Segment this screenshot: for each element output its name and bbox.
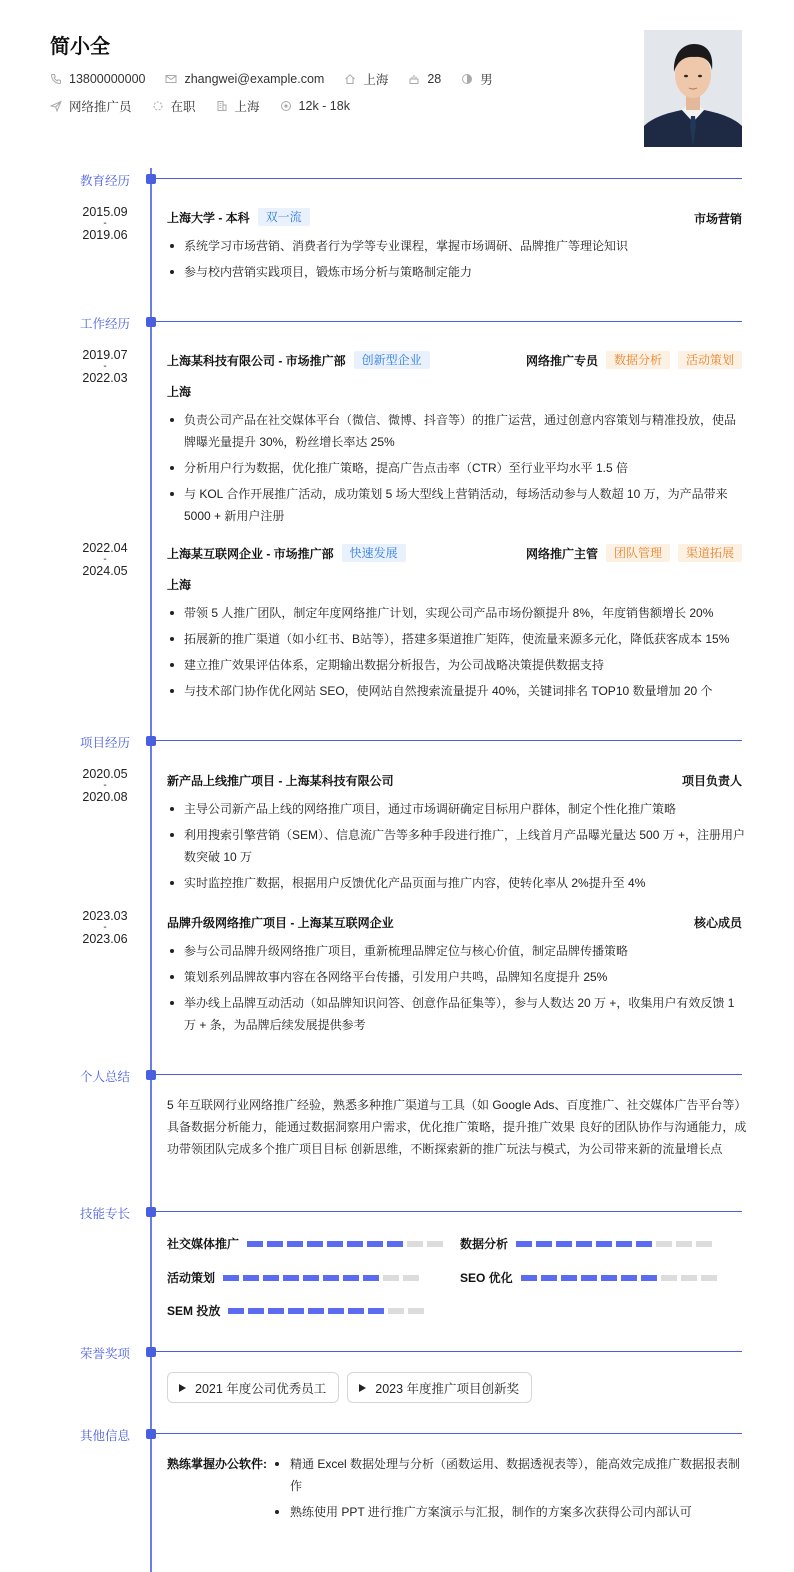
work-date: 2019.07 - 2022.03	[60, 349, 150, 384]
major-name: 市场营销	[693, 212, 742, 226]
salary-info	[280, 99, 350, 113]
project-title	[167, 914, 394, 931]
work-city: 上海	[167, 578, 192, 592]
skill-tag: 数据分析	[606, 351, 670, 369]
location-info	[344, 70, 388, 88]
work-role	[526, 351, 742, 369]
mail-icon	[165, 73, 177, 85]
work-city: 上海	[167, 385, 192, 399]
list-item: 系统学习市场营销、消费者行为学等专业课程，掌握市场调研、品牌推广等理论知识	[167, 235, 747, 257]
job-intent-row	[50, 97, 370, 115]
other-info-label: 熟练掌握办公软件:	[167, 1457, 267, 1471]
status-info	[152, 97, 196, 115]
section-title-education: 教育经历	[79, 174, 130, 188]
skill-segment-filled	[268, 1308, 284, 1314]
skill-tag: 渠道拓展	[678, 544, 742, 562]
skill-segment-filled	[303, 1275, 319, 1281]
home-icon	[344, 73, 356, 85]
work-date: 2022.04 - 2024.05	[60, 542, 150, 577]
skill-segment-empty	[656, 1241, 672, 1247]
section-marker	[146, 1207, 156, 1217]
skill-name: 活动策划	[167, 1271, 216, 1285]
end-date: 2020.08	[82, 789, 128, 804]
list-item: 主导公司新产品上线的网络推广项目，通过市场调研确定目标用户群体，制定个性化推广策略	[167, 798, 747, 820]
end-date: 2022.03	[82, 370, 128, 385]
timeline-line	[150, 168, 152, 1572]
section-marker	[146, 1347, 156, 1357]
skill-item	[460, 1269, 721, 1286]
section-title-awards: 荣誉奖项	[79, 1347, 130, 1361]
project-name: 品牌升级网络推广项目 - 上海某互联网企业	[167, 916, 394, 930]
skill-segment-empty	[701, 1275, 717, 1281]
skill-segment-empty	[408, 1308, 424, 1314]
award-label: 2023 年度推广项目创新奖	[375, 1381, 520, 1396]
section-title-other: 其他信息	[79, 1429, 130, 1443]
award-item[interactable]	[347, 1372, 532, 1403]
skill-segment-filled	[621, 1275, 637, 1281]
section-marker	[146, 317, 156, 327]
skill-segment-filled	[288, 1308, 304, 1314]
list-item: 负责公司产品在社交媒体平台（微信、微博、抖音等）的推广运营，通过创意内容策划与精准投放，使品牌曝光量提升 30%，粉丝增长率达 25%	[167, 409, 747, 453]
skill-segment-filled	[348, 1308, 364, 1314]
start-date: 2023.03	[82, 909, 128, 923]
company-name: 上海某科技有限公司 - 市场推广部	[167, 353, 346, 368]
skill-segment-filled	[228, 1308, 244, 1314]
company-tag: 创新型企业	[354, 351, 430, 369]
skill-level-bar	[516, 1241, 716, 1247]
education-date: 2015.09 - 2019.06	[60, 206, 150, 241]
skill-segment-filled	[247, 1241, 263, 1247]
building-icon	[216, 100, 228, 112]
skill-segment-empty	[661, 1275, 677, 1281]
skill-segment-filled	[581, 1275, 597, 1281]
gender-icon	[461, 73, 473, 85]
school-name: 上海大学 - 本科	[167, 210, 250, 225]
list-item: 参与校内营销实践项目，锻炼市场分析与策略制定能力	[167, 261, 747, 283]
skill-segment-empty	[403, 1275, 419, 1281]
list-item: 举办线上品牌互动活动（如品牌知识问答、创意作品征集等），参与人数达 20 万 +，收集用户有效反馈 1 万 + 条，为品牌后续发展提供参考	[167, 992, 747, 1036]
skill-segment-filled	[263, 1275, 279, 1281]
skill-name: SEM 投放	[167, 1304, 221, 1318]
phone-icon	[50, 73, 62, 85]
skill-level-bar	[228, 1308, 428, 1314]
skill-segment-filled	[541, 1275, 557, 1281]
email-info	[165, 72, 324, 86]
profile-photo	[644, 30, 742, 147]
section-marker	[146, 1429, 156, 1439]
send-icon	[50, 100, 62, 112]
skill-segment-empty	[676, 1241, 692, 1247]
skill-segment-empty	[383, 1275, 399, 1281]
phone-number: 13800000000	[69, 72, 146, 86]
skill-segment-filled	[248, 1308, 264, 1314]
location-value: 上海	[363, 73, 389, 87]
email-address: zhangwei@example.com	[184, 72, 325, 86]
start-date: 2022.04	[82, 541, 128, 555]
project-role	[694, 914, 742, 931]
section-divider	[156, 321, 742, 322]
skill-segment-filled	[267, 1241, 283, 1247]
section-title-work: 工作经历	[79, 317, 130, 331]
section-divider	[156, 1433, 742, 1434]
end-date: 2024.05	[82, 563, 128, 578]
end-date: 2019.06	[82, 227, 128, 242]
list-item: 实时监控推广数据，根据用户反馈优化产品页面与推广内容，使转化率从 2%提升至 4%	[167, 872, 747, 894]
work-city-value: 上海	[234, 100, 260, 114]
section-marker	[146, 736, 156, 746]
job-title-value: 网络推广员	[69, 100, 132, 114]
section-title-skills: 技能专长	[79, 1207, 130, 1221]
list-item: 熟练使用 PPT 进行推广方案演示与汇报，制作的方案多次获得公司内部认可	[273, 1501, 745, 1523]
project-date: 2023.03 - 2023.06	[60, 910, 150, 945]
contact-row	[50, 70, 513, 88]
skill-segment-filled	[328, 1308, 344, 1314]
list-item: 与技术部门协作优化网站 SEO，使网站自然搜索流量提升 40%，关键词排名 TOP10 数量增加 20 个	[167, 680, 747, 702]
cake-icon	[408, 73, 420, 85]
phone-info	[50, 72, 145, 86]
list-item: 策划系列品牌故事内容在各网络平台传播，引发用户共鸣，品牌知名度提升 25%	[167, 966, 747, 988]
project-bullets	[167, 798, 747, 898]
skill-tag: 团队管理	[606, 544, 670, 562]
skill-segment-filled	[561, 1275, 577, 1281]
education-major	[694, 210, 742, 227]
start-date: 2020.05	[82, 767, 128, 781]
skill-segment-filled	[363, 1275, 379, 1281]
work-bullets	[167, 602, 747, 706]
section-marker	[146, 174, 156, 184]
skill-item	[167, 1235, 447, 1252]
skill-segment-filled	[536, 1241, 552, 1247]
skill-item	[167, 1302, 428, 1319]
salary-value: 12k - 18k	[298, 99, 350, 113]
skill-segment-filled	[521, 1275, 537, 1281]
skill-segment-filled	[601, 1275, 617, 1281]
skill-item	[167, 1269, 423, 1286]
company-tag: 快速发展	[342, 544, 406, 562]
work-company	[167, 351, 430, 369]
section-divider	[156, 1351, 742, 1352]
skill-level-bar	[521, 1275, 721, 1281]
skill-name: 数据分析	[460, 1237, 509, 1251]
candidate-name: 简小全	[50, 36, 110, 58]
coin-icon	[280, 100, 292, 112]
school-tag: 双一流	[258, 208, 310, 226]
section-divider	[156, 1211, 742, 1212]
award-label: 2021 年度公司优秀员工	[195, 1381, 327, 1396]
skill-segment-filled	[223, 1275, 239, 1281]
list-item: 与 KOL 合作开展推广活动，成功策划 5 场大型线上营销活动，每场活动参与人数超 10 万，为产品带来 5000 + 新用户注册	[167, 483, 747, 527]
skill-segment-filled	[283, 1275, 299, 1281]
skill-segment-filled	[347, 1241, 363, 1247]
other-info-list	[273, 1453, 745, 1527]
education-bullets	[167, 235, 747, 287]
skill-segment-filled	[327, 1241, 343, 1247]
skill-segment-filled	[243, 1275, 259, 1281]
education-school	[167, 208, 310, 226]
skill-segment-empty	[681, 1275, 697, 1281]
skill-segment-filled	[576, 1241, 592, 1247]
skill-item	[460, 1235, 716, 1252]
project-bullets	[167, 940, 747, 1040]
skill-segment-filled	[367, 1241, 383, 1247]
skill-segment-filled	[556, 1241, 572, 1247]
project-name: 新产品上线推广项目 - 上海某科技有限公司	[167, 774, 394, 788]
skill-segment-empty	[388, 1308, 404, 1314]
list-item: 带领 5 人推广团队，制定年度网络推广计划，实现公司产品市场份额提升 8%，年度销售额增长 20%	[167, 602, 747, 624]
skill-segment-empty	[427, 1241, 443, 1247]
skill-segment-filled	[616, 1241, 632, 1247]
skill-segment-filled	[516, 1241, 532, 1247]
project-role-name: 项目负责人	[681, 774, 742, 788]
award-item[interactable]	[167, 1372, 339, 1403]
project-role-name: 核心成员	[693, 916, 742, 930]
section-divider	[156, 178, 742, 179]
skill-name: 社交媒体推广	[167, 1237, 240, 1251]
skill-segment-filled	[387, 1241, 403, 1247]
summary-text: 5 年互联网行业网络推广经验，熟悉多种推广渠道与工具（如 Google Ads、百度推广、社交媒体广告平台等） 具备数据分析能力，能通过数据洞察用户需求，优化推广策略，提升推广效果 良好的团队协作与沟通能力，成功带领团队完成多个推广项目目标 创新思维，不断探索新的推广玩法与模式，为公司带来新的流量增长点	[167, 1098, 747, 1156]
list-item: 参与公司品牌升级网络推广项目，重新梳理品牌定位与核心价值，制定品牌传播策略	[167, 940, 747, 962]
skill-segment-filled	[308, 1308, 324, 1314]
list-item: 建立推广效果评估体系，定期输出数据分析报告，为公司战略决策提供数据支持	[167, 654, 747, 676]
project-title	[167, 772, 394, 789]
skill-name: SEO 优化	[460, 1271, 513, 1285]
gender-value: 男	[480, 73, 493, 87]
start-date: 2015.09	[82, 205, 128, 219]
skill-segment-empty	[407, 1241, 423, 1247]
job-title-info	[50, 97, 132, 115]
section-divider	[156, 740, 742, 741]
skill-segment-empty	[696, 1241, 712, 1247]
section-marker	[146, 1070, 156, 1080]
spinner-icon	[152, 100, 164, 112]
work-bullets	[167, 409, 747, 531]
list-item: 精通 Excel 数据处理与分析（函数运用、数据透视表等），能高效完成推广数据报表制作	[273, 1453, 745, 1497]
list-item: 利用搜索引擎营销（SEM）、信息流广告等多种手段进行推广，上线首月产品曝光量达 500 万 +，注册用户数突破 10 万	[167, 824, 747, 868]
skill-segment-filled	[641, 1275, 657, 1281]
gender-info	[461, 70, 493, 88]
skill-level-bar	[247, 1241, 447, 1247]
skill-segment-filled	[323, 1275, 339, 1281]
section-title-summary: 个人总结	[79, 1070, 130, 1084]
work-role	[526, 544, 742, 562]
work-city-info	[216, 97, 260, 115]
age-value: 28	[427, 72, 442, 86]
skill-segment-filled	[636, 1241, 652, 1247]
company-name: 上海某互联网企业 - 市场推广部	[167, 546, 334, 561]
skill-segment-filled	[287, 1241, 303, 1247]
section-divider	[156, 1074, 742, 1075]
play-icon	[359, 1384, 366, 1392]
skill-segment-filled	[307, 1241, 323, 1247]
awards-list	[167, 1372, 540, 1403]
list-item: 分析用户行为数据，优化推广策略，提高广告点击率（CTR）至行业平均水平 1.5 倍	[167, 457, 747, 479]
skill-tag: 活动策划	[678, 351, 742, 369]
skill-segment-filled	[596, 1241, 612, 1247]
start-date: 2019.07	[82, 348, 128, 362]
project-role	[682, 772, 742, 789]
project-date: 2020.05 - 2020.08	[60, 768, 150, 803]
play-icon	[179, 1384, 186, 1392]
age-info	[408, 72, 441, 86]
status-value: 在职	[170, 100, 196, 114]
skill-segment-filled	[343, 1275, 359, 1281]
role-name: 网络推广主管	[525, 546, 598, 561]
section-title-projects: 项目经历	[79, 736, 130, 750]
work-company	[167, 544, 406, 562]
skill-segment-filled	[368, 1308, 384, 1314]
role-name: 网络推广专员	[525, 353, 598, 368]
skill-level-bar	[223, 1275, 423, 1281]
end-date: 2023.06	[82, 931, 128, 946]
list-item: 拓展新的推广渠道（如小红书、B站等），搭建多渠道推广矩阵，使流量来源多元化，降低获客成本 15%	[167, 628, 747, 650]
